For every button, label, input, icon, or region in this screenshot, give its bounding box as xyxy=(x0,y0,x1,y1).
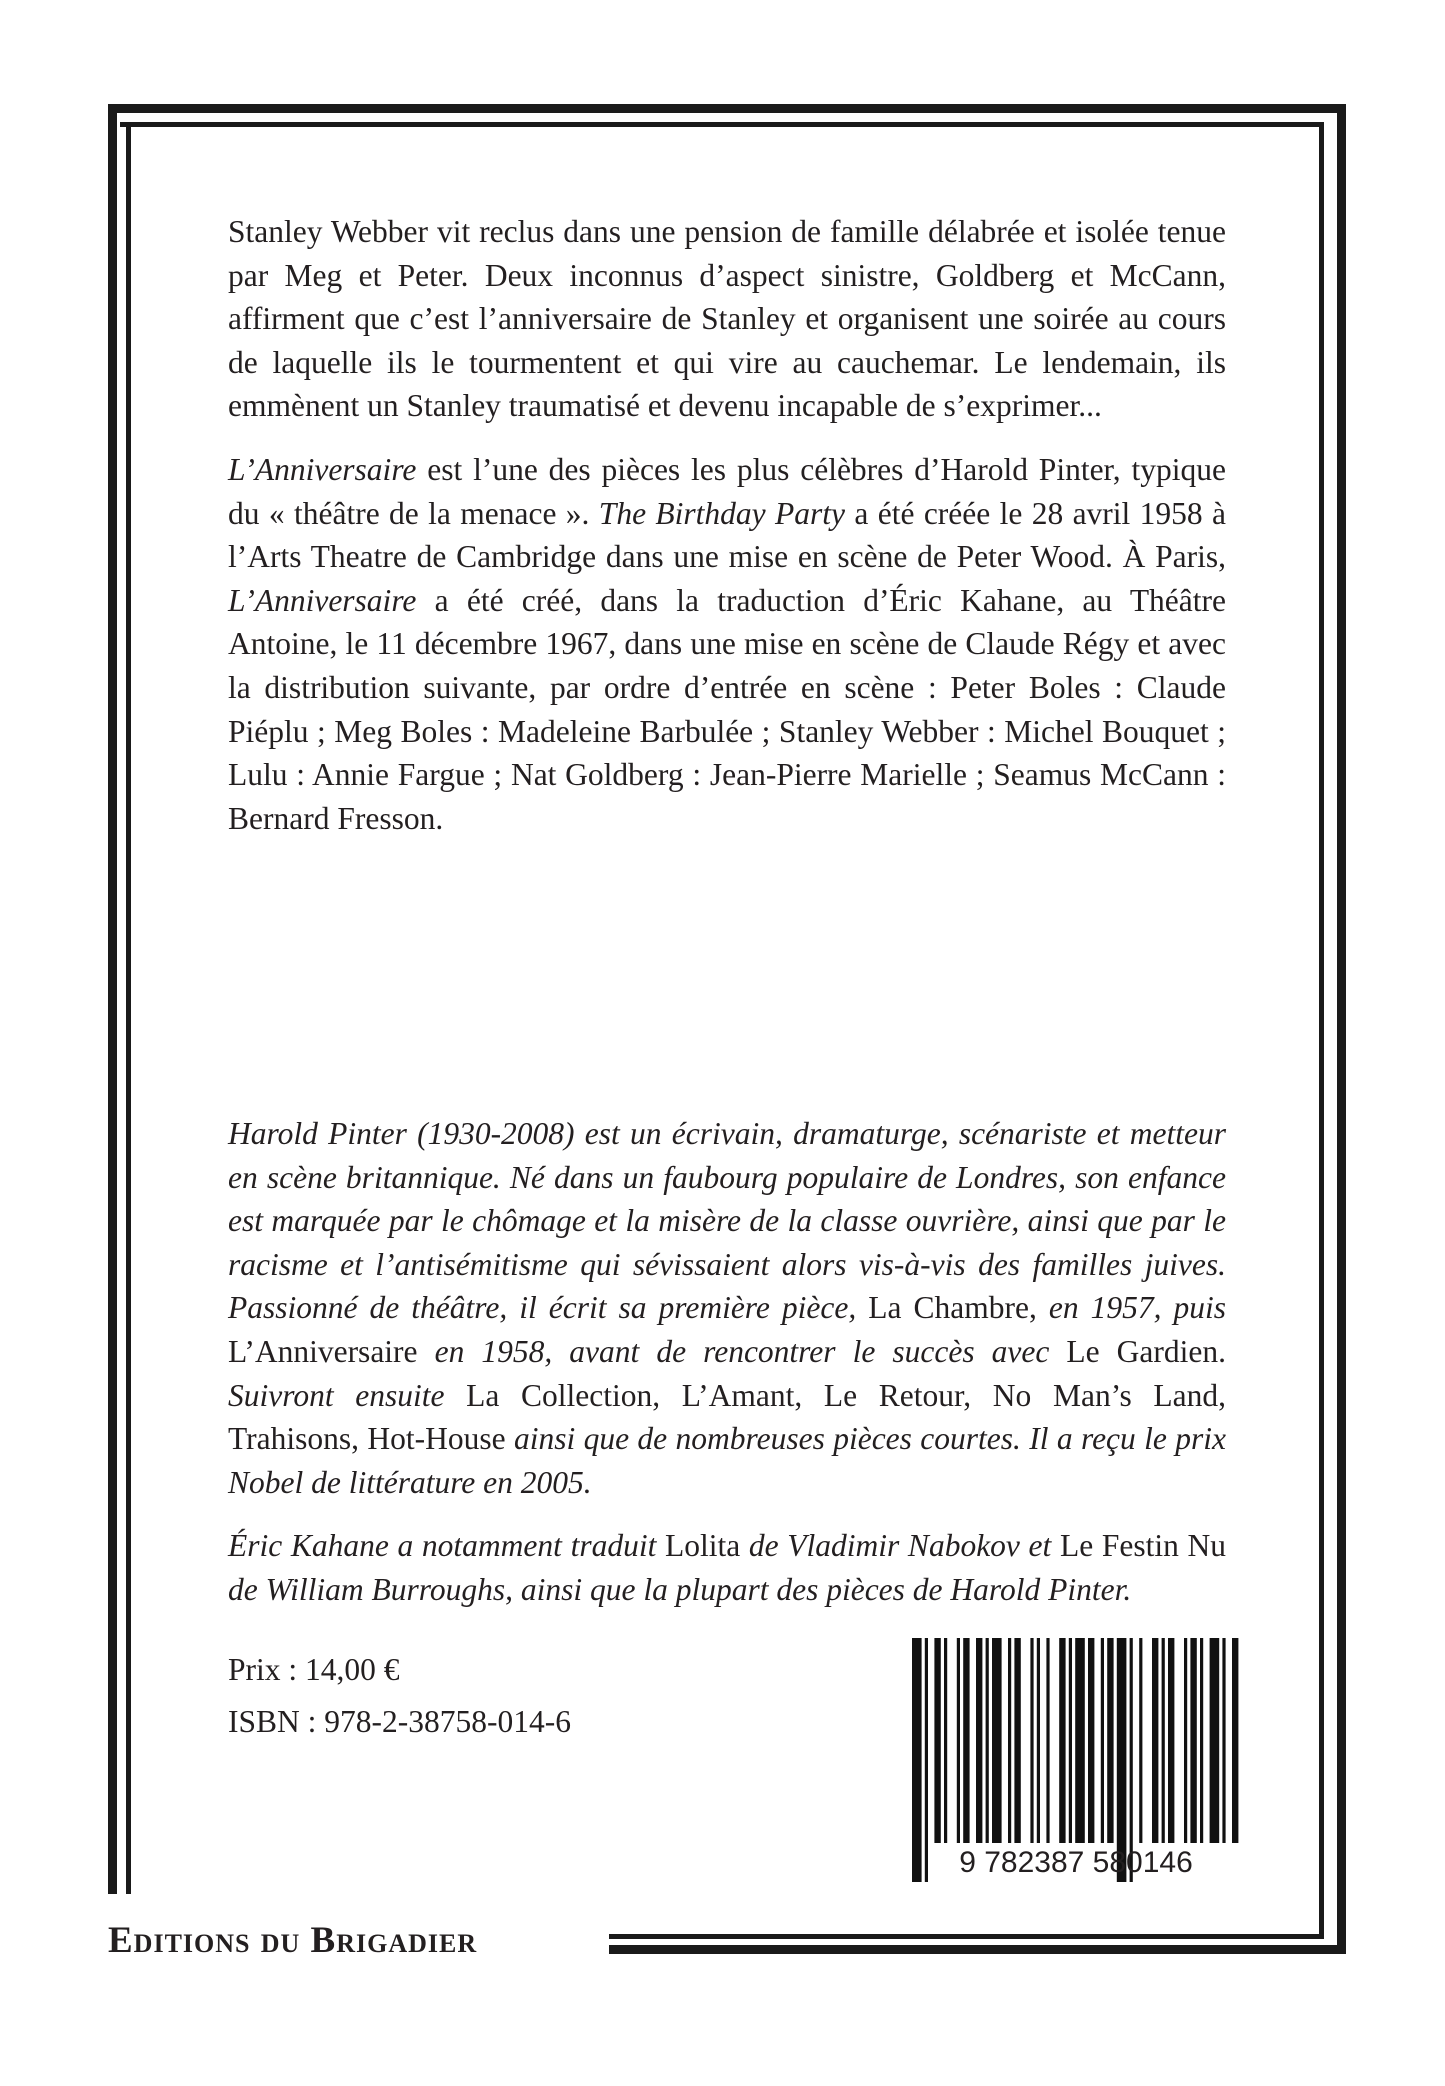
barcode-bar xyxy=(1168,1638,1174,1843)
title-the-birthday-party: The Birthday Party xyxy=(598,495,846,531)
work-title: La Chambre, xyxy=(868,1290,1037,1326)
barcode-bar xyxy=(1030,1638,1033,1843)
barcode-bar xyxy=(1075,1638,1085,1843)
barcode-bar xyxy=(1152,1638,1158,1843)
barcode-bar xyxy=(934,1638,940,1843)
work-title: Le Festin Nu xyxy=(1059,1528,1226,1564)
barcode-bar xyxy=(1190,1638,1196,1843)
barcode-bar xyxy=(1162,1638,1165,1843)
frame-bottom-inner xyxy=(609,1934,1324,1939)
work-title: Le Gardien. xyxy=(1066,1333,1226,1369)
barcode-bar xyxy=(1107,1638,1113,1843)
bio-text: ainsi que de nombreuses pièces courtes. Il a reçu le prix Nobel de littérature en 2005. xyxy=(228,1421,1226,1500)
barcode-bar xyxy=(992,1638,1002,1843)
barcode-bar xyxy=(1046,1638,1049,1843)
bio-paragraph-pinter xyxy=(228,1112,1226,1504)
publisher-name: Editions du Brigadier xyxy=(108,1920,478,1961)
synopsis-paragraph-1: Stanley Webber vit reclus dans une pension de famille délabrée et isolée tenue par Meg et Peter. Deux inconnus d’aspect sinistre, Goldberg et McCann, affirment que c’est l’anniversaire de Stanley et organisent une soirée au cours de laquelle ils le tourmentent et qui vire au cauchemar. Le lendemain, ils emmènent un Stanley traumatisé et devenu incapable de s’exprimer... xyxy=(228,214,1226,424)
synopsis-text: a été créé, dans la traduction d’Éric Kahane, au Théâtre Antoine, le 11 décembre 1967, dans une mise en scène de Claude Régy et avec la distribution suivante, par ordre d’entrée en scène : Peter Boles : Claude Piéplu ; Meg Boles : Madeleine Barbulée ; Stanley Webber : Michel Bouquet ; Lulu : Annie Fargue ; Nat Goldberg : Jean-Pierre Marielle ; Seamus McCann : Bernard Fresson. xyxy=(228,582,1226,836)
title-l-anniversaire: L’Anniversaire xyxy=(228,582,417,618)
barcode-bar xyxy=(1014,1638,1020,1843)
title-l-anniversaire: L’Anniversaire xyxy=(228,451,417,487)
barcode-bar xyxy=(1037,1638,1040,1843)
work-title: L’Anniversaire xyxy=(228,1333,418,1369)
work-title: Lolita xyxy=(665,1528,741,1564)
barcode-bar xyxy=(1008,1638,1011,1843)
bio-text: Éric Kahane a notamment traduit xyxy=(228,1528,665,1564)
frame-bottom-outer xyxy=(609,1945,1346,1954)
bio-text: Harold Pinter (1930-2008) est un écrivain, dramaturge, scénariste et metteur en scène britannique. Né dans un faubourg populaire de Londres, son enfance est marquée par le chômage et la misère de la classe ouvrière, ainsi que par le racisme et l’antisémitisme qui sévissaient alors vis-à-vis des familles juives. Passionné de théâtre, il écrit sa première pièce, xyxy=(228,1116,1226,1326)
price: Prix : 14,00 € xyxy=(228,1652,400,1687)
barcode-bar xyxy=(1069,1638,1072,1843)
frame-top-outer xyxy=(108,104,1346,113)
barcode-bar xyxy=(1184,1638,1187,1843)
frame-left-inner xyxy=(126,122,131,1894)
frame-right-outer xyxy=(1337,104,1346,1954)
bio-paragraph-kahane xyxy=(228,1524,1226,1611)
frame-left-outer xyxy=(108,104,117,1894)
synopsis xyxy=(228,210,1226,860)
barcode-bar xyxy=(1200,1638,1203,1843)
bio-text: de William Burroughs, ainsi que la plupart des pièces de Harold Pinter. xyxy=(228,1571,1132,1607)
barcode-bar xyxy=(976,1638,982,1843)
barcode-bar xyxy=(1101,1638,1104,1843)
barcode-bar xyxy=(986,1638,989,1843)
bio-text: en 1957, puis xyxy=(1036,1290,1226,1326)
synopsis-paragraph-2 xyxy=(228,448,1226,840)
synopsis-text: est l’une des pièces les plus célèbres d’Harold Pinter, typique du « théâtre de la menace ». xyxy=(228,451,1226,531)
barcode-bar xyxy=(1088,1638,1094,1843)
author-bio xyxy=(228,1112,1226,1632)
barcode-bar xyxy=(1059,1638,1065,1843)
work-title: La Collection, L’Amant, Le Retour, No Man’s Land, Trahisons, Hot-House xyxy=(228,1377,1226,1457)
frame-top-inner xyxy=(120,122,1324,127)
bio-text: en 1958, avant de rencontrer le succès avec xyxy=(417,1333,1067,1369)
bio-text: Suivront ensuite xyxy=(228,1377,467,1413)
barcode-bar xyxy=(1222,1638,1225,1843)
barcode-bar xyxy=(1232,1638,1238,1843)
barcode-bar xyxy=(1139,1638,1142,1843)
isbn: ISBN : 978-2-38758-014-6 xyxy=(228,1704,571,1739)
barcode-bar xyxy=(1210,1638,1220,1843)
barcode-bar xyxy=(963,1638,969,1843)
frame-right-inner xyxy=(1319,122,1324,1939)
barcode-bar xyxy=(957,1638,960,1843)
synopsis-text: a été créée le 28 avril 1958 à l’Arts Theatre de Cambridge dans une mise en scène de Peter Wood. À Paris, xyxy=(228,495,1227,575)
barcode-digits: 9 782387 580146 xyxy=(959,1846,1193,1879)
bio-text: de Vladimir Nabokov et xyxy=(740,1528,1060,1564)
barcode-bar xyxy=(944,1638,947,1843)
